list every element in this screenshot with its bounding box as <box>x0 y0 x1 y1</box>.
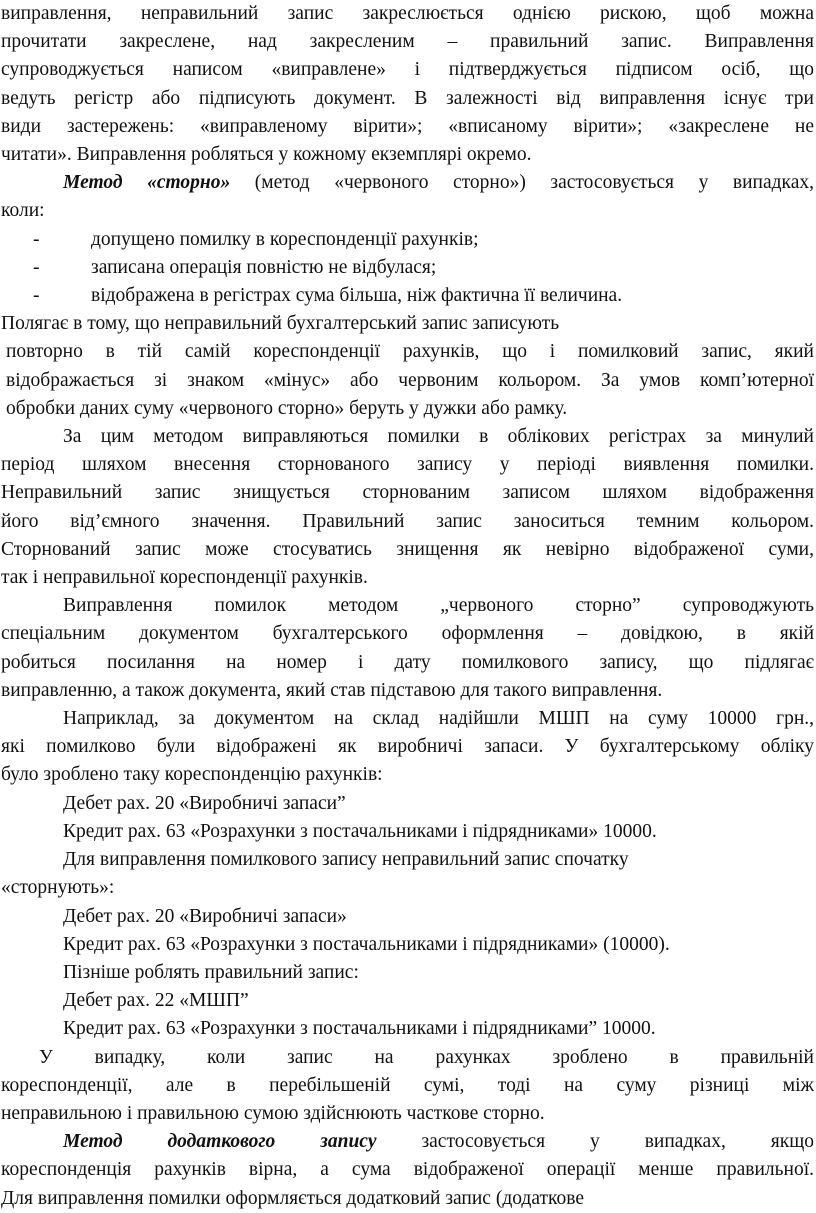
text-line: види застережень: «виправленому вірити»; «вписаному вірити»; «закреслене не <box>1 115 814 137</box>
text-line: було зроблено таку кореспонденцію рахунків: <box>1 764 383 786</box>
accounting-entry-line: Дебет рах. 20 «Виробничі запаси» <box>63 905 347 927</box>
accounting-entry-line: Кредит рах. 63 «Розрахунки з постачальниками і підрядниками» 10000. <box>63 820 657 842</box>
bullet-marker: - <box>33 285 40 307</box>
text-line: За цим методом виправляються помилки в облікових регістрах за минулий <box>63 426 814 448</box>
text-line: Сторнований запис може стосуватись знищення як невірно відображеної суми, <box>1 538 814 560</box>
text-line: які помилково були відображені як виробничі запаси. У бухгалтерському обліку <box>1 736 814 758</box>
text-line: відображається зі знаком «мінус» або червоним кольором. За умов комп’ютерної <box>6 369 814 391</box>
storno-intro-text: (метод «червоного сторно») застосовується у випадках, <box>230 172 814 194</box>
text-line: У випадку, коли запис на рахунках зроблено в правильній <box>39 1046 814 1068</box>
text-line: «сторнують»: <box>1 877 115 899</box>
text-line: робиться посилання на номер і дату помилкового запису, що підлягає <box>1 651 814 673</box>
text-line: виправлення, неправильний запис закреслюється однією рискою, щоб можна <box>1 3 814 24</box>
text-line: ведуть регістр або підписують документ. В залежності від виправлення існує три <box>1 87 814 109</box>
text-line: Неправильний запис знищується сторнованим записом шляхом відображення <box>1 482 814 504</box>
text-line: виправленню, а також документа, який став підставою для такого виправлення. <box>1 679 663 701</box>
additional-method-line <box>1 1128 814 1156</box>
text-line: Пізніше роблять правильний запис: <box>63 961 359 983</box>
text-line: кореспонденція рахунків вірна, а сума відображеної операції менше правильної. <box>1 1159 814 1181</box>
text-line: читати». Виправлення робляться у кожному екземплярі окремо. <box>1 144 532 166</box>
text-line: спеціальним документом бухгалтерського оформлення – довідкою, в якій <box>1 623 814 645</box>
list-item-text: відображена в регістрах сума більша, ніж фактична її величина. <box>91 285 623 307</box>
list-item-text: записана операція повністю не відбулася; <box>91 256 437 278</box>
list-item <box>1 226 814 254</box>
text-line: супроводжується написом «виправлене» і підтверджується підписом осіб, що <box>1 59 814 81</box>
additional-heading: Метод додаткового запису <box>63 1131 377 1153</box>
accounting-entry-line: Дебет рах. 22 «МШП” <box>63 990 249 1012</box>
text-line: період шляхом внесення сторнованого запису у періоді виявлення помилки. <box>1 454 814 476</box>
text-line: Для виправлення помилкового запису неправильний запис спочатку <box>63 849 629 871</box>
storno-heading: Метод «сторно» <box>63 172 231 194</box>
list-item <box>1 254 814 282</box>
text-line: Наприклад, за документом на склад надійшли МШП на суму 10000 грн., <box>63 708 814 730</box>
text-line: прочитати закреслене, над закресленим – правильний запис. Виправлення <box>1 31 814 53</box>
text-line: кореспонденції, але в перебільшеній сумі, тоді на суму різниці між <box>1 1074 814 1096</box>
storno-intro-line <box>1 169 814 197</box>
bullet-marker: - <box>33 256 40 278</box>
text-line: обробки даних суму «червоного сторно» беруть у дужки або рамку. <box>6 397 568 419</box>
text-line: коли: <box>1 200 45 222</box>
document-body <box>1 0 814 1213</box>
text-line: його від’ємного значення. Правильний запис заноситься темним кольором. <box>1 510 814 532</box>
accounting-entry-line: Кредит рах. 63 «Розрахунки з постачальниками і підрядниками» (10000). <box>63 933 670 955</box>
text-line: неправильною і правильною сумою здійснюють часткове сторно. <box>1 1102 545 1124</box>
text-line: Полягає в тому, що неправильний бухгалтерський запис записують <box>1 313 560 335</box>
accounting-entry-line: Кредит рах. 63 «Розрахунки з постачальниками і підрядниками” 10000. <box>63 1018 656 1040</box>
list-item-text: допущено помилку в кореспонденції рахунків; <box>91 228 479 250</box>
text-line: Для виправлення помилки оформляється додатковий запис (додаткове <box>1 1187 585 1209</box>
text-line: Виправлення помилок методом „червоного сторно” супроводжують <box>63 595 814 617</box>
accounting-entry-line: Дебет рах. 20 «Виробничі запаси” <box>63 792 346 814</box>
bullet-marker: - <box>33 228 40 250</box>
additional-method-text: застосовується у випадках, якщо <box>376 1131 814 1153</box>
text-line: повторно в тій самій кореспонденції рахунків, що і помилковий запис, який <box>6 341 814 363</box>
text-line: так і неправильної кореспонденції рахунків. <box>1 567 368 589</box>
list-item <box>1 282 814 310</box>
